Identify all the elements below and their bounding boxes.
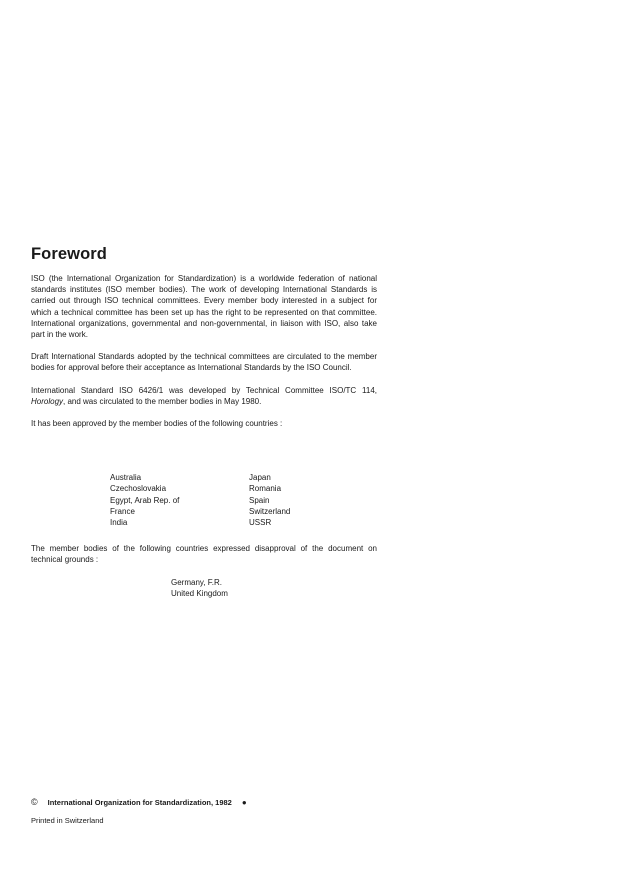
list-item: Romania xyxy=(249,484,282,494)
approved-countries-column-2 xyxy=(249,472,290,528)
list-item: Germany, F.R. xyxy=(171,578,222,587)
paragraph-approval: It has been approved by the member bodies of the following countries : xyxy=(31,419,283,429)
list-item: USSR xyxy=(249,518,272,528)
paragraph-draft-standards: Draft International Standards adopted by the technical committees are circulated to the member bodies for approval before their acceptance as International Standards by the ISO Council. xyxy=(31,352,377,373)
committee-title: Horology xyxy=(31,396,64,406)
list-item: France xyxy=(110,506,135,516)
list-item: Spain xyxy=(249,495,270,505)
copyright-text: International Organization for Standardization, 1982 xyxy=(47,797,232,807)
paragraph-iso-intro: ISO (the International Organization for Standardization) is a worldwide federation of national standards institutes (ISO member bodies). The work of developing International Standards is carried out through ISO technical committees. Every member body interested in a subject for which a technical committee has been set up has the right to be represented on that committee. International organizations, governmental and non-governmental, in liaison with ISO, also take part in the work. xyxy=(31,274,377,340)
disapproved-countries-list xyxy=(171,577,228,600)
development-text-end: , and was circulated to the member bodies in May 1980. xyxy=(63,396,262,406)
printed-in-notice: Printed in Switzerland xyxy=(31,816,104,825)
bullet-icon: ● xyxy=(241,797,247,807)
disapproval-section xyxy=(31,543,377,576)
copyright-line xyxy=(31,797,247,807)
page-title: Foreword xyxy=(31,245,107,263)
paragraph-disapproval: The member bodies of the following countries expressed disapproval of the document on technical grounds : xyxy=(31,544,377,565)
list-item: Australia xyxy=(110,473,142,482)
list-item: India xyxy=(110,518,128,528)
development-text-start: International Standard ISO 6426/1 was developed by Technical Committee ISO/TC 114, xyxy=(31,385,377,395)
copyright-icon: © xyxy=(31,797,38,807)
paragraph-development xyxy=(31,385,377,407)
list-item: United Kingdom xyxy=(171,589,228,599)
list-item: Japan xyxy=(249,473,271,482)
list-item: Switzerland xyxy=(249,506,291,516)
foreword-body xyxy=(31,273,377,440)
list-item: Czechoslovakia xyxy=(110,484,167,494)
approved-countries-column-1 xyxy=(110,472,179,528)
list-item: Egypt, Arab Rep. of xyxy=(110,495,180,505)
